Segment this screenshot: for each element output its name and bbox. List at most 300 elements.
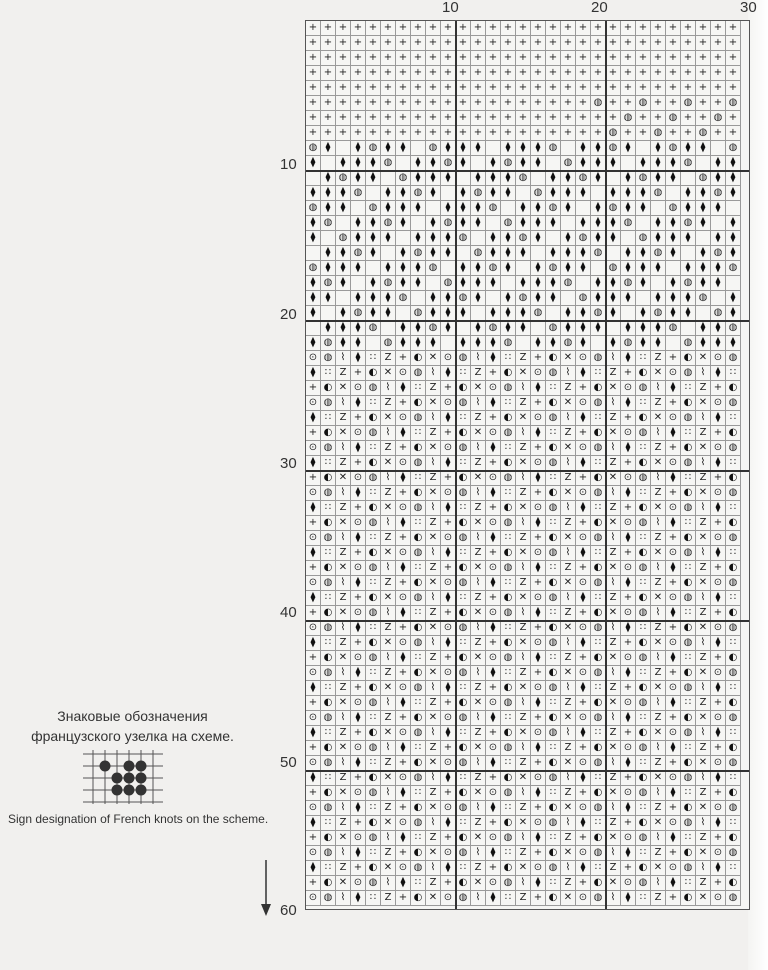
grid-cell: ⧫ [396, 426, 411, 441]
legend-title-line-1: Знаковые обозначения [57, 708, 208, 724]
grid-cell: ∷ [456, 366, 471, 381]
grid-cell: ◍ [606, 126, 621, 141]
grid-cell: + [486, 66, 501, 81]
grid-cell: ◍ [726, 576, 741, 591]
grid-cell: ⌇ [651, 606, 666, 621]
grid-cell: + [486, 126, 501, 141]
grid-major-row-line [306, 320, 749, 322]
grid-cell: ∷ [546, 516, 561, 531]
grid-cell: + [531, 36, 546, 51]
grid-cell: ⧫ [366, 246, 381, 261]
grid-cell: ◍ [546, 681, 561, 696]
grid-cell: ✕ [471, 561, 486, 576]
grid-cell [426, 276, 441, 291]
grid-cell: ◍ [681, 771, 696, 786]
grid-cell: ⧫ [306, 591, 321, 606]
grid-cell: ◐ [411, 891, 426, 906]
grid-cell: ∷ [636, 621, 651, 636]
grid-cell: + [666, 711, 681, 726]
grid-cell: ⧫ [531, 786, 546, 801]
grid-cell: ⧫ [486, 801, 501, 816]
grid-cell: ◍ [456, 846, 471, 861]
grid-cell: + [456, 111, 471, 126]
grid-cell: + [651, 96, 666, 111]
grid-cell: + [666, 396, 681, 411]
grid-cell: ◍ [726, 756, 741, 771]
grid-cell: ∷ [591, 726, 606, 741]
grid-cell: ⊙ [621, 426, 636, 441]
grid-cell: ⊙ [441, 486, 456, 501]
grid-cell: ⧫ [621, 171, 636, 186]
grid-cell: ⧫ [681, 306, 696, 321]
grid-cell: + [561, 66, 576, 81]
grid-cell: ⧫ [621, 351, 636, 366]
grid-cell: ✕ [381, 816, 396, 831]
grid-cell: ⧫ [681, 261, 696, 276]
grid-cell: ⧫ [501, 141, 516, 156]
grid-cell: ⧫ [591, 201, 606, 216]
grid-cell: ⊙ [531, 501, 546, 516]
grid-cell: ⧫ [396, 831, 411, 846]
grid-cell: + [486, 51, 501, 66]
grid-cell: + [486, 81, 501, 96]
grid-cell: ◍ [726, 846, 741, 861]
grid-cell: Z [561, 786, 576, 801]
grid-cell: ⧫ [666, 156, 681, 171]
grid-cell: ∷ [456, 726, 471, 741]
grid-cell [651, 276, 666, 291]
grid-cell: ∷ [321, 591, 336, 606]
grid-cell: ✕ [516, 816, 531, 831]
grid-cell: Z [651, 846, 666, 861]
grid-cell: ◐ [636, 816, 651, 831]
grid-cell: ⧫ [651, 291, 666, 306]
grid-cell: ⧫ [696, 246, 711, 261]
grid-cell: ∷ [411, 516, 426, 531]
grid-cell: Z [471, 591, 486, 606]
grid-cell: ⧫ [621, 246, 636, 261]
grid-cell: ⊙ [711, 441, 726, 456]
grid-cell: ∷ [591, 681, 606, 696]
grid-cell: ◍ [681, 816, 696, 831]
grid-cell: ⧫ [666, 786, 681, 801]
grid-cell: + [711, 36, 726, 51]
grid-cell: ⧫ [351, 801, 366, 816]
grid-cell: ⧫ [441, 321, 456, 336]
grid-cell: + [441, 876, 456, 891]
grid-cell: Z [471, 411, 486, 426]
grid-cell: ✕ [336, 651, 351, 666]
grid-cell: ⧫ [576, 771, 591, 786]
grid-cell: ◐ [321, 561, 336, 576]
grid-cell: + [441, 516, 456, 531]
grid-cell: ∷ [681, 741, 696, 756]
grid-cell: + [486, 411, 501, 426]
grid-cell: ∷ [636, 801, 651, 816]
grid-cell: + [531, 756, 546, 771]
grid-cell: ◐ [681, 396, 696, 411]
grid-cell: ⧫ [396, 141, 411, 156]
grid-cell: ◍ [366, 651, 381, 666]
grid-cell: ◍ [576, 171, 591, 186]
grid-cell: ⊙ [351, 786, 366, 801]
grid-cell: ∷ [411, 381, 426, 396]
grid-cell: ⧫ [426, 336, 441, 351]
grid-cell: + [471, 111, 486, 126]
grid-cell: ◐ [366, 411, 381, 426]
grid-cell: Z [561, 696, 576, 711]
grid-cell: ◍ [321, 351, 336, 366]
grid-cell: ◍ [411, 591, 426, 606]
grid-cell: ⌇ [381, 651, 396, 666]
grid-cell: + [666, 351, 681, 366]
grid-cell: Z [471, 816, 486, 831]
grid-cell: + [516, 21, 531, 36]
grid-cell: ⧫ [591, 156, 606, 171]
grid-cell: ⧫ [561, 246, 576, 261]
grid-cell: ⧫ [321, 321, 336, 336]
grid-cell: ⧫ [531, 471, 546, 486]
grid-cell: ⧫ [396, 276, 411, 291]
grid-cell: ∷ [636, 531, 651, 546]
grid-cell: Z [561, 741, 576, 756]
grid-cell: ◍ [441, 156, 456, 171]
grid-cell: ◐ [546, 441, 561, 456]
grid-cell: ⊙ [486, 606, 501, 621]
grid-cell: + [636, 36, 651, 51]
row-number-20: 20 [280, 306, 297, 323]
grid-cell: ⧫ [681, 201, 696, 216]
grid-cell: Z [336, 411, 351, 426]
grid-cell: Z [381, 531, 396, 546]
grid-cell: Z [336, 816, 351, 831]
grid-cell: ∷ [456, 411, 471, 426]
grid-cell: ◐ [591, 741, 606, 756]
grid-cell: ✕ [696, 576, 711, 591]
grid-cell: ∷ [501, 846, 516, 861]
grid-cell: ∷ [456, 861, 471, 876]
grid-cell: ⊙ [666, 861, 681, 876]
grid-cell: ◐ [726, 651, 741, 666]
grid-cell: ◍ [411, 456, 426, 471]
grid-cell: ⧫ [516, 276, 531, 291]
grid-cell: + [666, 801, 681, 816]
grid-cell: ⌇ [561, 861, 576, 876]
grid-cell: + [486, 591, 501, 606]
grid-cell: ✕ [471, 651, 486, 666]
grid-cell: ⊙ [441, 801, 456, 816]
grid-cell: ⊙ [486, 696, 501, 711]
grid-cell: ✕ [381, 501, 396, 516]
grid-cell: ✕ [426, 576, 441, 591]
grid-cell: + [651, 66, 666, 81]
grid-cell [501, 276, 516, 291]
grid-cell: + [351, 726, 366, 741]
grid-cell: ⧫ [426, 156, 441, 171]
grid-cell: + [666, 531, 681, 546]
grid-cell: + [561, 96, 576, 111]
grid-cell: ✕ [606, 876, 621, 891]
grid-cell: ⧫ [651, 141, 666, 156]
grid-cell [711, 141, 726, 156]
grid-cell: Z [516, 531, 531, 546]
grid-cell: ◐ [681, 351, 696, 366]
grid-cell: ⌇ [561, 681, 576, 696]
grid-cell: + [696, 96, 711, 111]
grid-cell: Z [381, 711, 396, 726]
grid-cell: Z [561, 471, 576, 486]
grid-cell: + [711, 81, 726, 96]
grid-cell: ✕ [336, 516, 351, 531]
grid-cell: + [696, 81, 711, 96]
grid-cell: ⧫ [606, 336, 621, 351]
grid-cell: + [531, 351, 546, 366]
grid-cell: ⌇ [336, 846, 351, 861]
grid-cell: ◍ [591, 576, 606, 591]
grid-cell: ◍ [636, 786, 651, 801]
grid-cell: ◍ [681, 96, 696, 111]
grid-cell: ⧫ [546, 216, 561, 231]
grid-cell: ⊙ [441, 666, 456, 681]
grid-cell: ✕ [516, 456, 531, 471]
grid-cell: ⧫ [711, 861, 726, 876]
grid-cell: ⌇ [561, 771, 576, 786]
grid-cell: Z [471, 501, 486, 516]
grid-cell: ⧫ [471, 216, 486, 231]
grid-cell: ◍ [636, 171, 651, 186]
grid-cell [696, 306, 711, 321]
grid-cell: ⧫ [591, 231, 606, 246]
grid-cell: ◍ [411, 501, 426, 516]
grid-cell: ⧫ [306, 456, 321, 471]
grid-cell: ◍ [726, 141, 741, 156]
grid-cell: ◍ [516, 231, 531, 246]
grid-cell: ◍ [666, 321, 681, 336]
grid-cell: + [306, 21, 321, 36]
grid-cell: ⧫ [711, 201, 726, 216]
grid-cell: + [306, 561, 321, 576]
grid-cell: ◍ [681, 276, 696, 291]
grid-cell: Z [651, 621, 666, 636]
grid-cell: ⌇ [336, 756, 351, 771]
grid-cell: ◍ [321, 846, 336, 861]
grid-cell: ⊙ [351, 651, 366, 666]
grid-cell: Z [516, 711, 531, 726]
grid-cell: ◍ [471, 186, 486, 201]
grid-cell: + [621, 51, 636, 66]
grid-cell: + [471, 126, 486, 141]
grid-cell: ⧫ [696, 201, 711, 216]
grid-cell: ⧫ [306, 216, 321, 231]
grid-cell: ✕ [336, 831, 351, 846]
grid-cell: ◐ [591, 516, 606, 531]
grid-cell: ◐ [546, 576, 561, 591]
grid-cell: ⧫ [441, 816, 456, 831]
grid-cell: ⊙ [711, 846, 726, 861]
grid-cell: Z [336, 681, 351, 696]
grid-cell: ⧫ [381, 231, 396, 246]
grid-cell: ◍ [621, 111, 636, 126]
grid-cell [576, 276, 591, 291]
grid-cell: ⊙ [711, 801, 726, 816]
grid-major-row-line [306, 170, 749, 172]
grid-cell: ◍ [591, 351, 606, 366]
grid-cell: ⌇ [381, 786, 396, 801]
grid-cell: + [396, 531, 411, 546]
grid-cell: ◍ [546, 771, 561, 786]
grid-cell: Z [606, 681, 621, 696]
grid-cell: ◍ [456, 351, 471, 366]
grid-cell: ⧫ [426, 186, 441, 201]
grid-cell: ⊙ [576, 846, 591, 861]
grid-cell: Z [426, 741, 441, 756]
grid-cell: ⌇ [516, 426, 531, 441]
grid-cell: + [606, 111, 621, 126]
grid-cell: ✕ [336, 741, 351, 756]
grid-cell: ◐ [411, 351, 426, 366]
grid-cell: ⌇ [426, 636, 441, 651]
grid-cell: ⧫ [666, 171, 681, 186]
grid-cell: + [621, 411, 636, 426]
grid-cell: + [546, 96, 561, 111]
grid-cell: ⌇ [336, 576, 351, 591]
grid-cell: ⌇ [471, 576, 486, 591]
grid-cell: ⊙ [306, 396, 321, 411]
grid-cell: ◍ [726, 351, 741, 366]
grid-cell: + [576, 96, 591, 111]
grid-cell: ∷ [501, 486, 516, 501]
grid-cell: ⧫ [426, 291, 441, 306]
grid-cell: ⧫ [306, 546, 321, 561]
grid-cell: + [711, 606, 726, 621]
grid-cell: ◍ [516, 291, 531, 306]
grid-cell: ⧫ [321, 186, 336, 201]
grid-cell: + [306, 111, 321, 126]
grid-cell: + [531, 891, 546, 906]
grid-cell: ◍ [366, 696, 381, 711]
grid-cell: ∷ [501, 666, 516, 681]
grid-cell: ◐ [636, 546, 651, 561]
grid-cell: ∷ [591, 861, 606, 876]
grid-cell: ⧫ [516, 321, 531, 336]
grid-cell: ⧫ [306, 771, 321, 786]
grid-cell [666, 261, 681, 276]
grid-cell: ⧫ [381, 261, 396, 276]
grid-cell: ⊙ [486, 786, 501, 801]
grid-cell: ∷ [321, 546, 336, 561]
grid-cell: ⧫ [576, 141, 591, 156]
grid-cell: + [531, 396, 546, 411]
grid-cell: ✕ [696, 351, 711, 366]
grid-cell: ✕ [336, 561, 351, 576]
grid-cell: ⧫ [651, 171, 666, 186]
grid-cell: Z [471, 456, 486, 471]
grid-cell: ∷ [681, 831, 696, 846]
grid-cell: ◍ [456, 711, 471, 726]
grid-cell [366, 336, 381, 351]
grid-cell: ⊙ [486, 831, 501, 846]
grid-cell: ⧫ [471, 291, 486, 306]
grid-cell: ◍ [426, 141, 441, 156]
grid-cell: ◐ [636, 366, 651, 381]
grid-cell: ⌇ [606, 486, 621, 501]
grid-cell [681, 321, 696, 336]
grid-cell: ⧫ [396, 261, 411, 276]
grid-cell: ⧫ [576, 681, 591, 696]
grid-cell: Z [516, 666, 531, 681]
grid-cell: ⊙ [666, 411, 681, 426]
grid-cell: ⧫ [306, 681, 321, 696]
grid-cell: ⧫ [636, 276, 651, 291]
grid-cell: ⊙ [441, 351, 456, 366]
grid-cell: ◍ [366, 876, 381, 891]
grid-cell: ⧫ [501, 171, 516, 186]
grid-cell: Z [516, 576, 531, 591]
grid-cell: + [396, 81, 411, 96]
grid-cell: ⧫ [546, 246, 561, 261]
grid-cell: ◐ [546, 396, 561, 411]
grid-cell: ◍ [336, 231, 351, 246]
grid-cell: ⧫ [366, 291, 381, 306]
grid-cell: ⌇ [471, 666, 486, 681]
grid-cell: + [576, 126, 591, 141]
grid-cell: ⊙ [306, 666, 321, 681]
grid-cell [546, 231, 561, 246]
grid-cell: + [486, 111, 501, 126]
grid-cell: + [336, 21, 351, 36]
grid-cell: ⧫ [576, 216, 591, 231]
grid-cell: + [606, 81, 621, 96]
grid-cell: ◍ [636, 561, 651, 576]
grid-cell: ⌇ [696, 771, 711, 786]
grid-cell: + [366, 81, 381, 96]
grid-cell: Z [381, 486, 396, 501]
grid-cell: ⌇ [381, 696, 396, 711]
grid-cell: ◍ [501, 606, 516, 621]
grid-cell: ◍ [321, 276, 336, 291]
grid-cell: ⧫ [441, 501, 456, 516]
grid-cell [471, 156, 486, 171]
grid-cell: ◍ [546, 501, 561, 516]
grid-cell: + [501, 21, 516, 36]
grid-cell: ⊙ [621, 876, 636, 891]
grid-cell: Z [606, 816, 621, 831]
grid-cell: ◍ [501, 651, 516, 666]
grid-cell: ◍ [636, 831, 651, 846]
grid-cell: + [576, 561, 591, 576]
grid-cell: ∷ [321, 681, 336, 696]
grid-cell: ◐ [366, 546, 381, 561]
grid-cell: ∷ [321, 726, 336, 741]
grid-cell: ⌇ [651, 516, 666, 531]
grid-cell: ◐ [366, 726, 381, 741]
grid-cell [411, 141, 426, 156]
grid-cell: ∷ [681, 606, 696, 621]
grid-cell: ∷ [456, 501, 471, 516]
grid-cell: ◍ [606, 261, 621, 276]
grid-cell: ⧫ [711, 546, 726, 561]
grid-cell: ⧫ [306, 306, 321, 321]
grid-cell: ⌇ [696, 636, 711, 651]
grid-cell: ⧫ [366, 156, 381, 171]
grid-cell: ⧫ [621, 846, 636, 861]
grid-cell: ∷ [456, 771, 471, 786]
grid-cell: ∷ [321, 861, 336, 876]
grid-cell: + [336, 66, 351, 81]
grid-cell [531, 246, 546, 261]
grid-cell: Z [516, 801, 531, 816]
grid-cell: ◐ [501, 546, 516, 561]
